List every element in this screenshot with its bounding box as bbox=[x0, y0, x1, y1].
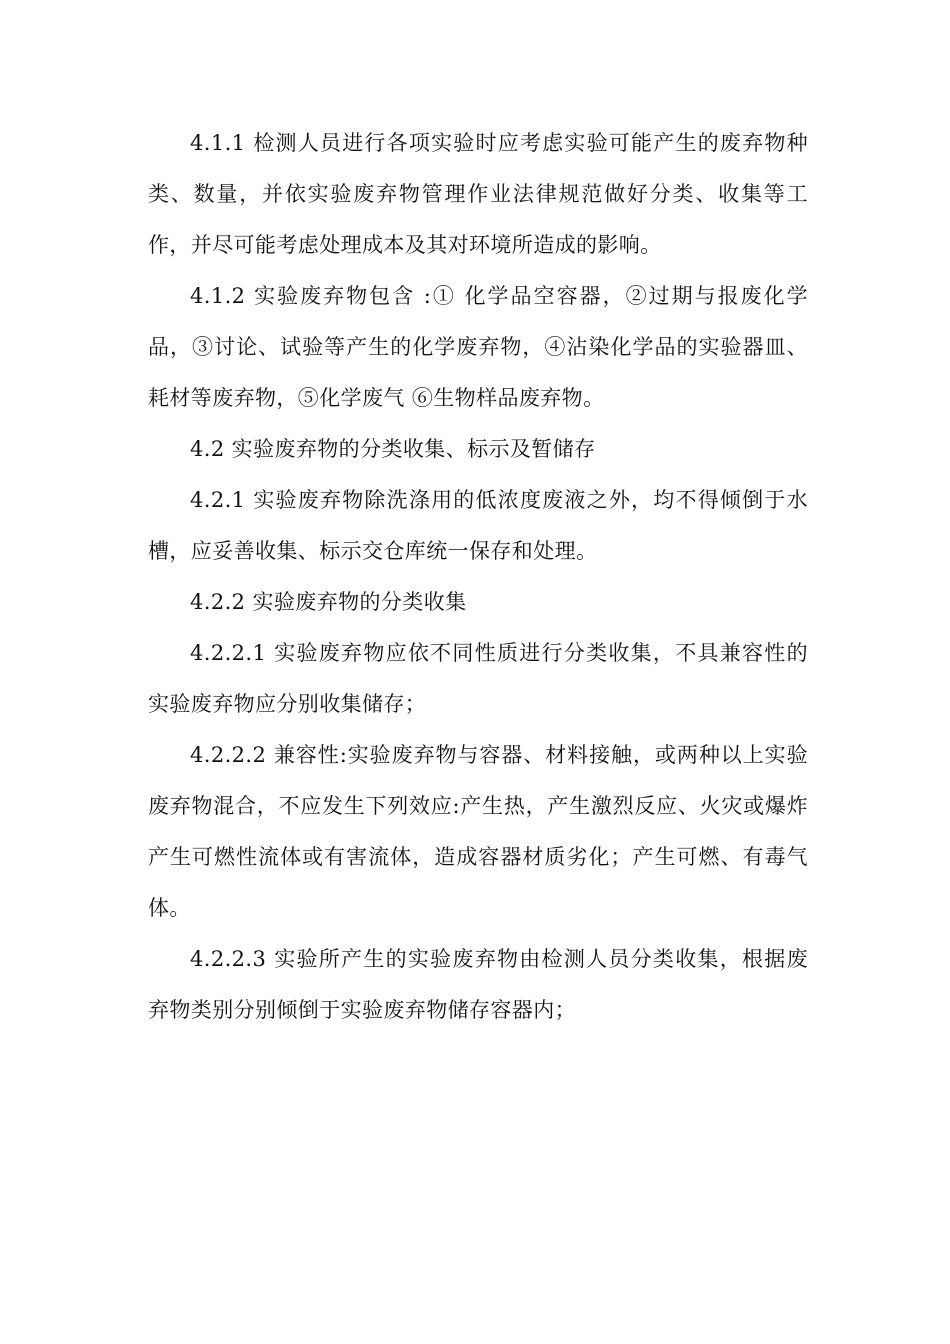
paragraph-4-2-2-2: 4.2.2.2 兼容性:实验废弃物与容器、材料接触，或两种以上实验废弃物混合，不应发生下列效应:产生热，产生激烈反应、火灾或爆炸产生可燃性流体或有害流体，造成容器材质劣化；产生可燃、有毒气体。 bbox=[148, 743, 808, 920]
paragraph-4-2-2-1: 4.2.2.1 实验废弃物应依不同性质进行分类收集，不具兼容性的实验废弃物应分别收集储存； bbox=[148, 641, 808, 716]
paragraph-4-2-2-3: 4.2.2.3 实验所产生的实验废弃物由检测人员分类收集，根据废弃物类别分别倾倒于实验废弃物储存容器内； bbox=[148, 947, 808, 1022]
document-body bbox=[148, 118, 808, 1036]
heading-4-2: 4.2 实验废弃物的分类收集、标示及暂储存 bbox=[190, 437, 596, 461]
paragraph-4-1-2: 4.1.2 实验废弃物包含 :① 化学品空容器，②过期与报废化学品，③讨论、试验等产生的化学废弃物，④沾染化学品的实验器皿、耗材等废弃物，⑤化学废气 ⑥生物样品废弃物。 bbox=[148, 284, 808, 410]
paragraph-4-1-1: 4.1.1 检测人员进行各项实验时应考虑实验可能产生的废弃物种类、数量，并依实验废弃物管理作业法律规范做好分类、收集等工作，并尽可能考虑处理成本及其对环境所造成的影响。 bbox=[148, 131, 808, 257]
paragraph-4-2-1: 4.2.1 实验废弃物除洗涤用的低浓度废液之外，均不得倾倒于水槽，应妥善收集、标示交仓库统一保存和处理。 bbox=[148, 488, 808, 563]
heading-4-2-2: 4.2.2 实验废弃物的分类收集 bbox=[190, 590, 467, 614]
